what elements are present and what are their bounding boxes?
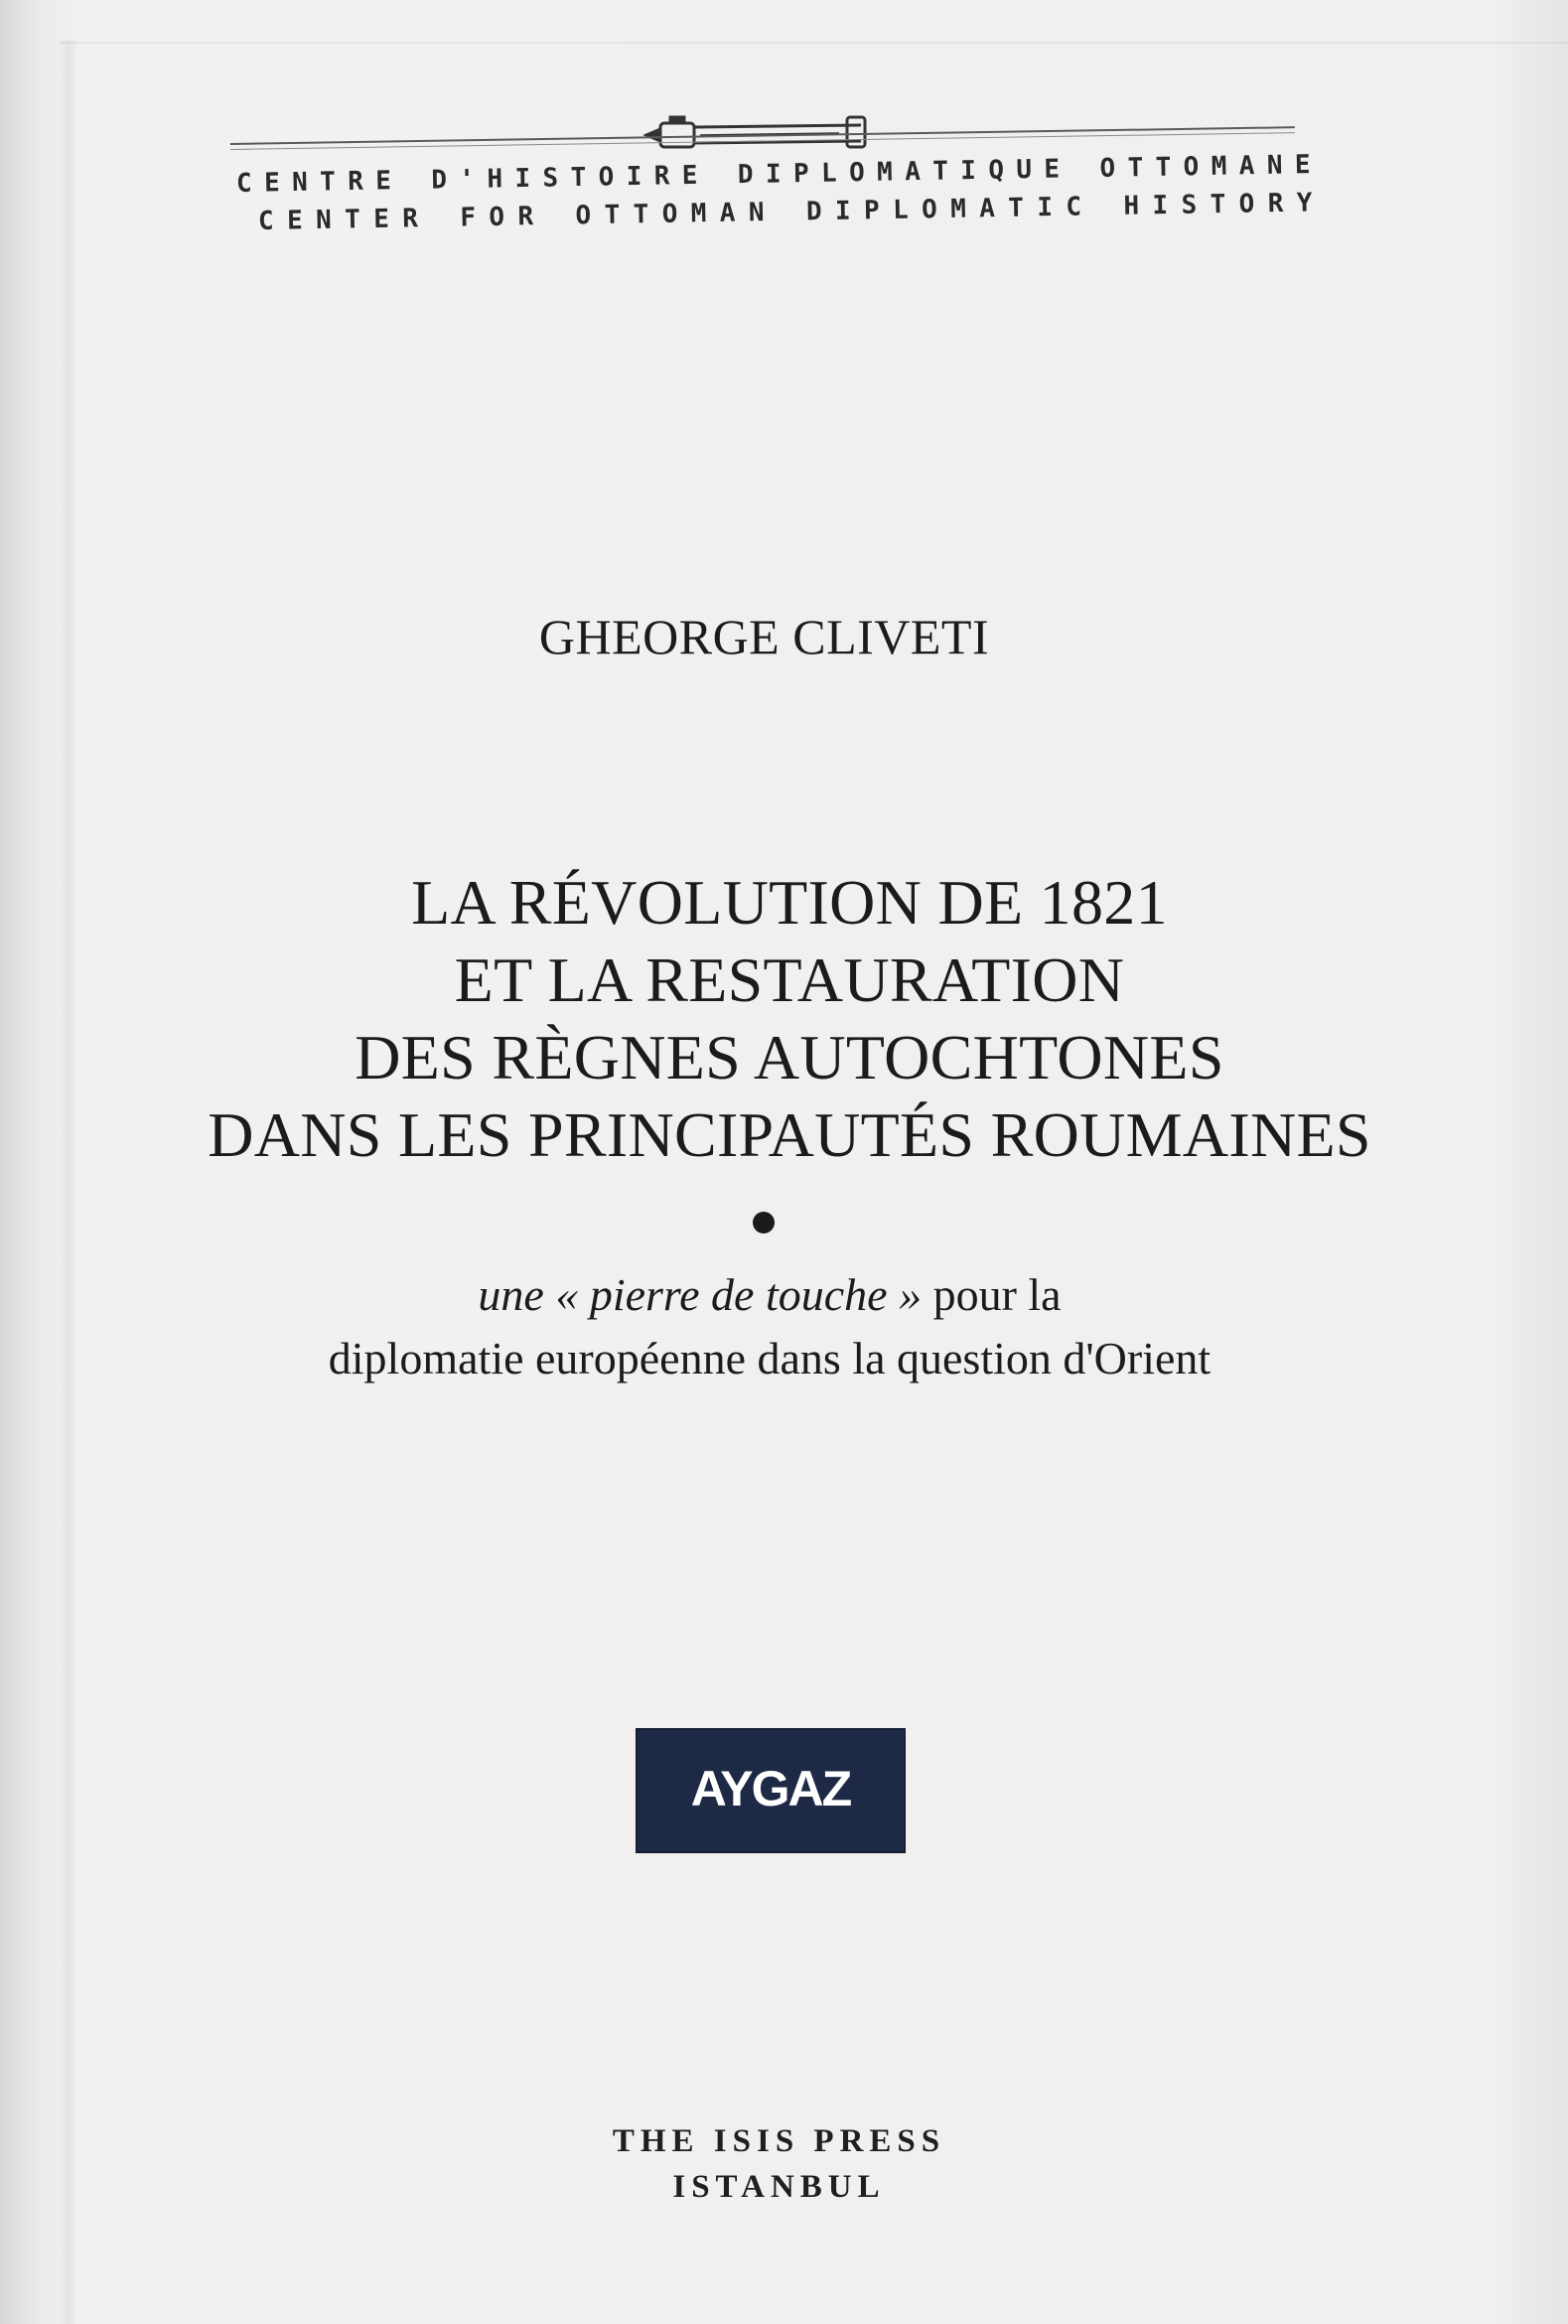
bullet-icon: [753, 1212, 775, 1234]
book-title: [99, 864, 1480, 1174]
telescope-icon: [641, 107, 869, 157]
subtitle-line-2: diplomatie européenne dans la question d'Orient: [328, 1333, 1212, 1383]
author-name: [0, 608, 1568, 665]
page-edge: [60, 42, 1568, 44]
publisher-city: [0, 2169, 1568, 2206]
subtitle-line-1: [119, 1263, 1420, 1327]
publisher-name: [0, 2123, 1568, 2160]
author-name-text: GHEORGE CLIVETI: [538, 609, 990, 664]
publisher-city-text: ISTANBUL: [672, 2169, 886, 2205]
title-line-1: LA RÉVOLUTION DE 1821: [411, 867, 1168, 938]
subtitle-italic: une « pierre de touche »: [478, 1269, 923, 1320]
sponsor-logo: [636, 1728, 906, 1853]
institute-name-fr: CENTRE D'HISTOIRE DIPLOMATIQUE OTTOMANE: [235, 149, 1324, 199]
title-line-2: ET LA RESTAURATION: [454, 944, 1125, 1015]
title-line-3: DES RÈGNES AUTOCHTONES: [355, 1022, 1224, 1092]
subtitle-line-1-rest: pour la: [922, 1269, 1062, 1320]
book-subtitle: [119, 1263, 1420, 1390]
sponsor-name: AYGAZ: [690, 1761, 851, 1816]
aygaz-wordmark: [656, 1756, 885, 1825]
title-line-4: DANS LES PRINCIPAUTÉS ROUMAINES: [208, 1099, 1371, 1170]
spine-shadow: [60, 40, 77, 2324]
publisher-name-text: THE ISIS PRESS: [612, 2123, 946, 2159]
institute-name-en: CENTER FOR OTTOMAN DIPLOMATIC HISTORY: [257, 188, 1327, 236]
